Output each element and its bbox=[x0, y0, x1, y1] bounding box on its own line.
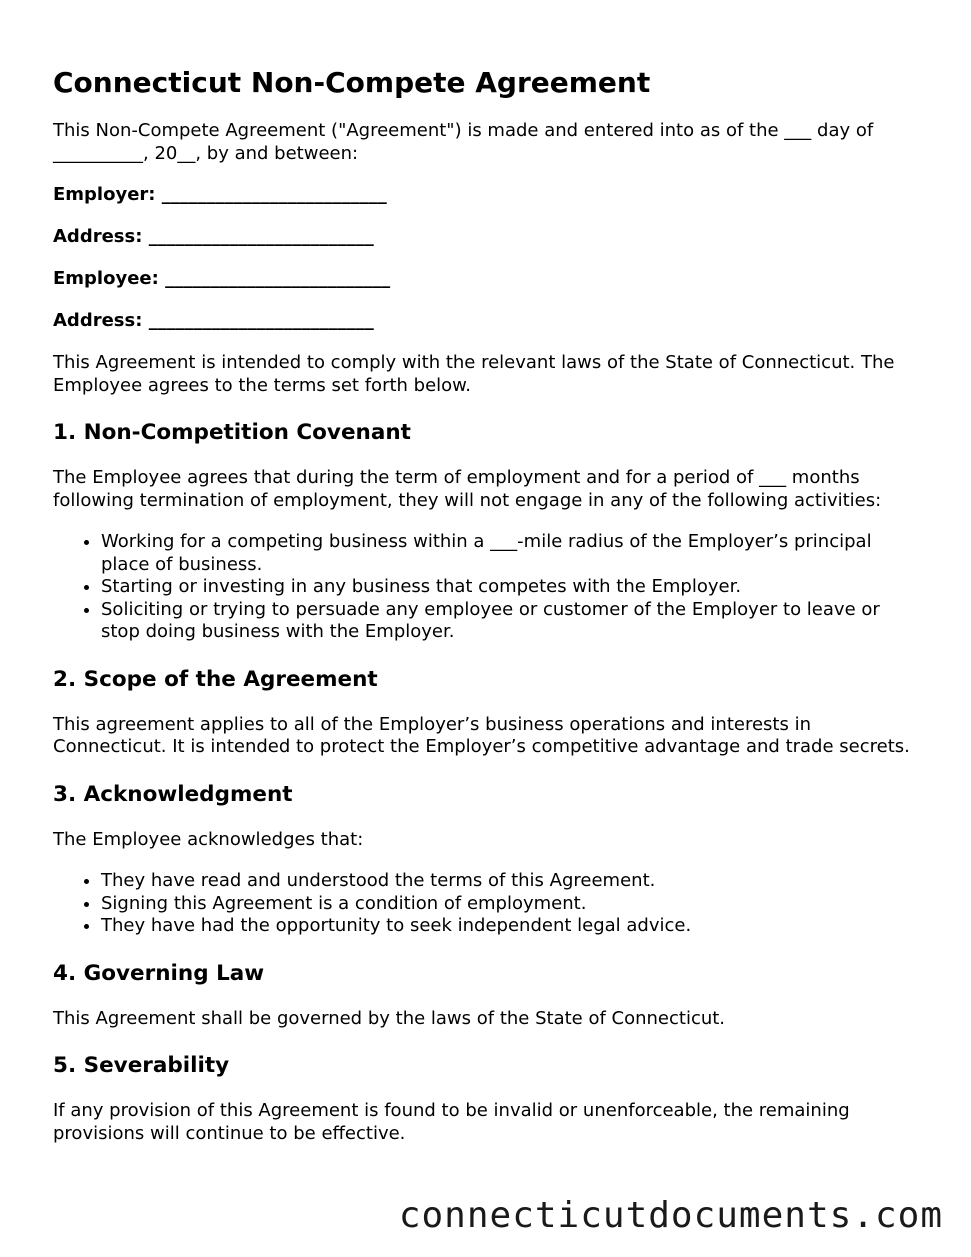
compliance-paragraph: This Agreement is intended to comply with the relevant laws of the State of Connecticut. The Employee agrees to the terms set forth below. bbox=[53, 352, 895, 396]
list-item: • They have read and understood the terms of this Agreement. bbox=[101, 870, 923, 893]
employee-label: Employee: bbox=[53, 268, 159, 289]
section-5-body: If any provision of this Agreement is found to be invalid or unenforceable, the remaining provisions will continue to be effective. bbox=[53, 1100, 850, 1144]
employee-blank: _________________________ bbox=[165, 268, 391, 289]
section-1-heading: 1. Non-Competition Covenant bbox=[53, 420, 411, 445]
section-1-list bbox=[53, 531, 923, 644]
list-item: • They have had the opportunity to seek independent legal advice. bbox=[101, 915, 923, 938]
section-5-heading: 5. Severability bbox=[53, 1053, 230, 1078]
section-3-body: The Employee acknowledges that: bbox=[53, 828, 364, 850]
section-3-heading: 3. Acknowledgment bbox=[53, 781, 293, 807]
employer-blank: _________________________ bbox=[161, 184, 387, 205]
list-item: • Soliciting or trying to persuade any employee or customer of the Employer to leave or stop doing business with the Employer. bbox=[101, 599, 923, 644]
employer-address-line bbox=[53, 226, 923, 248]
document-title: Connecticut Non-Compete Agreement bbox=[53, 66, 651, 99]
employee-address-line bbox=[53, 310, 923, 332]
section-2-heading: 2. Scope of the Agreement bbox=[53, 666, 378, 692]
employer-label: Employer: bbox=[53, 184, 156, 205]
employee-address-blank: _________________________ bbox=[148, 310, 374, 331]
document-page bbox=[53, 66, 923, 1164]
list-item: • Signing this Agreement is a condition of employment. bbox=[101, 893, 923, 916]
site-watermark: connecticutdocuments.com bbox=[398, 1195, 943, 1236]
employee-address-label: Address: bbox=[53, 310, 143, 331]
section-4-body: This Agreement shall be governed by the laws of the State of Connecticut. bbox=[53, 1007, 726, 1029]
section-1-body: The Employee agrees that during the term of employment and for a period of ___ months following termination of employment, they will not engage in any of the following activities: bbox=[53, 467, 882, 511]
employer-address-blank: _________________________ bbox=[148, 226, 374, 247]
employer-line bbox=[53, 184, 923, 206]
employee-line bbox=[53, 268, 923, 290]
section-2-body: This agreement applies to all of the Employer’s business operations and interests in Connecticut. It is intended to protect the Employer’s competitive advantage and trade secrets. bbox=[53, 713, 910, 757]
intro-paragraph: This Non-Compete Agreement ("Agreement") is made and entered into as of the ___ day of __________, 20__, by and between: bbox=[53, 120, 874, 164]
section-4-heading: 4. Governing Law bbox=[53, 960, 265, 986]
list-item: • Starting or investing in any business that competes with the Employer. bbox=[101, 576, 923, 599]
section-3-list bbox=[53, 870, 923, 938]
list-item: • Working for a competing business within a ___-mile radius of the Employer’s principal place of business. bbox=[101, 531, 923, 576]
employer-address-label: Address: bbox=[53, 226, 143, 247]
